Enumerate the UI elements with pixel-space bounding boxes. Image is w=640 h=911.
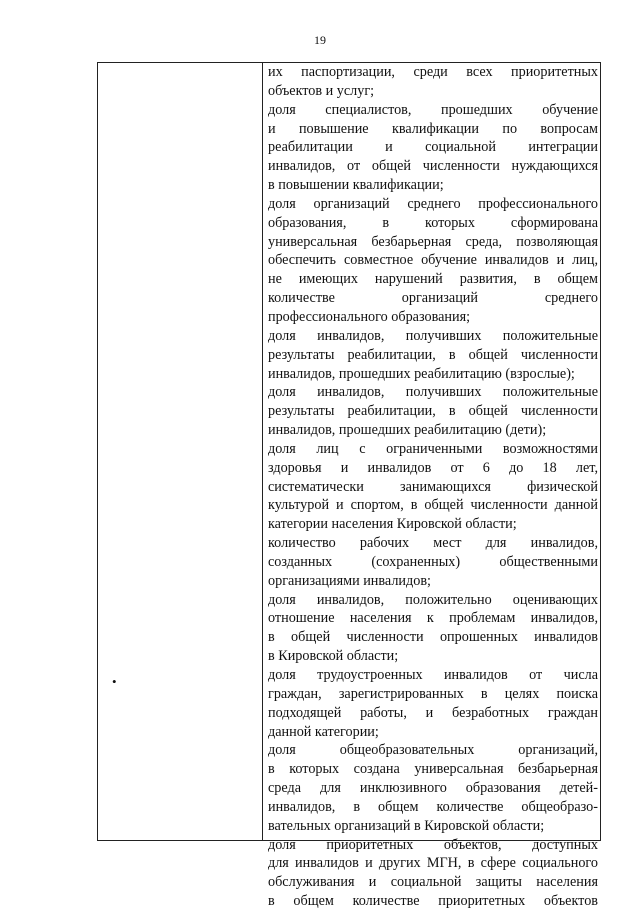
page-number: 19	[314, 33, 326, 47]
text-line: не имеющих нарушений развития, в общем	[268, 271, 598, 288]
text-line: инвалидов, в общем количестве общеобразо-	[268, 798, 598, 815]
text-line: созданных (сохраненных) общественными	[268, 553, 598, 570]
text-line: доля общеобразовательных организаций,	[268, 742, 598, 759]
text-line: в общем количестве приоритетных объектов	[268, 893, 598, 910]
text-line: подходящей работы, и безработных граждан	[268, 704, 598, 721]
text-line: данной категории;	[268, 723, 379, 740]
text-line: инвалидов, прошедших реабилитацию (взрослые);	[268, 365, 575, 382]
text-line: граждан, зарегистрированных в целях поиска	[268, 685, 598, 702]
text-line: здоровья и инвалидов от 6 до 18 лет,	[268, 459, 598, 476]
table-right-cell	[268, 63, 598, 910]
text-line: количество рабочих мест для инвалидов,	[268, 535, 598, 552]
text-line: универсальная безбарьерная среда, позволяющая	[268, 233, 598, 250]
text-line: вательных организаций в Кировской области;	[268, 817, 545, 834]
table-left-cell	[98, 63, 263, 840]
text-line: среда для инклюзивного образования детей-	[268, 780, 598, 797]
text-line: инвалидов, от общей численности нуждающихся	[268, 158, 598, 175]
text-line: доля специалистов, прошедших обучение	[268, 101, 598, 118]
text-line: отношение населения к проблемам инвалидов,	[268, 610, 598, 627]
text-line: и повышение квалификации по вопросам	[268, 120, 598, 137]
text-line: реабилитации и социальной интеграции	[268, 139, 598, 156]
text-line: доля трудоустроенных инвалидов от числа	[268, 667, 598, 683]
text-line: доля инвалидов, получивших положительные	[268, 384, 598, 401]
text-line: в общей численности опрошенных инвалидов	[268, 629, 598, 646]
text-line: инвалидов, прошедших реабилитацию (дети);	[268, 422, 547, 439]
text-line: в которых создана универсальная безбарьерная	[268, 761, 598, 778]
text-line: обеспечить совместное обучение инвалидов и лиц,	[268, 252, 598, 269]
text-line: их паспортизации, среди всех приоритетных	[268, 64, 598, 80]
text-line: количестве организаций среднего	[268, 290, 598, 307]
text-line: организациями инвалидов;	[268, 572, 431, 589]
text-line: доля лиц с ограниченными возможностями	[268, 440, 598, 457]
text-line: профессионального образования;	[268, 308, 471, 325]
text-line: результаты реабилитации, в общей численности	[268, 403, 598, 420]
text-line: обслуживания и социальной защиты населения	[268, 874, 598, 891]
text-line: доля организаций среднего профессионального	[268, 195, 598, 212]
text-line: для инвалидов и других МГН, в сфере социального	[268, 855, 598, 872]
text-line: культурой и спортом, в общей численности данной	[268, 497, 598, 514]
text-line: в повышении квалификации;	[268, 177, 444, 194]
indicators-text	[268, 63, 598, 911]
text-line: категории населения Кировской области;	[268, 516, 517, 533]
text-line: образования, в которых сформирована	[268, 214, 598, 231]
text-line: доля инвалидов, получивших положительные	[268, 327, 598, 344]
text-line: в Кировской области;	[268, 648, 399, 665]
bullet-mark: •	[112, 674, 117, 689]
text-line: объектов и услуг;	[268, 82, 375, 99]
document-table	[97, 62, 601, 910]
text-line: доля инвалидов, положительно оценивающих	[268, 591, 598, 608]
text-line: доля приоритетных объектов, доступных	[268, 836, 598, 853]
text-line: результаты реабилитации, в общей численности	[268, 346, 598, 363]
text-line: систематически занимающихся физической	[268, 478, 598, 495]
